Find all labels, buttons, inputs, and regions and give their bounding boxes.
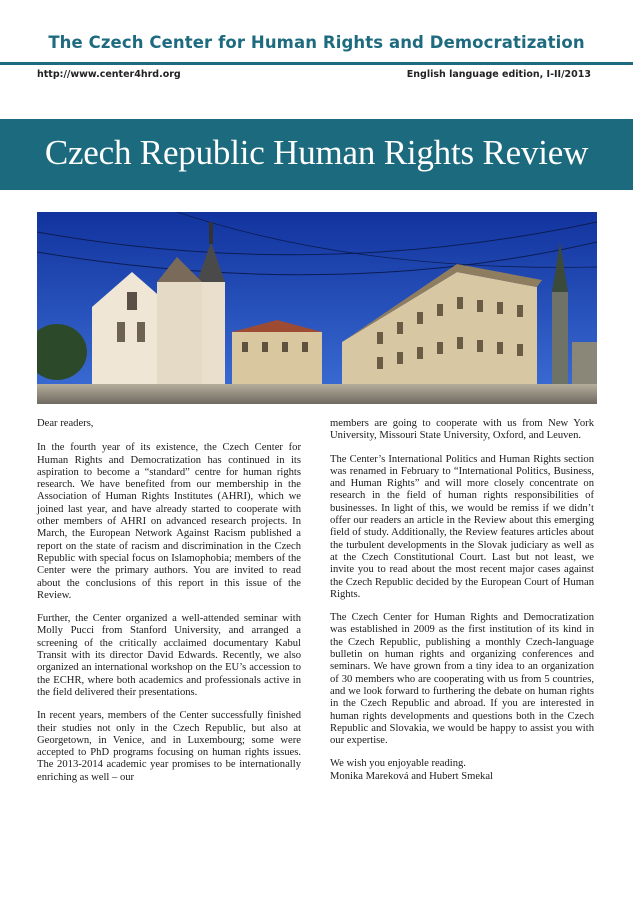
letter-signature: Monika Mareková and Hubert Smekal — [330, 770, 493, 782]
letter-column-right — [330, 418, 594, 783]
letter-greeting: Dear readers, — [37, 418, 94, 429]
letter-paragraph-4: The Center’s International Politics and Human Rights section was renamed in February to “International Politics, Business, and Human Rights” and will more closely concentrate on research in the field of human rights responsibilities of businesses. In light of this, we would be remiss if we didn’t offer our readers an article in the Review about this emerging field of study. Additionally, the Review features articles about the turbulent developments in the Slovak judiciary as well as at the Czech Constitutional Court. Last but not least, we invite you to read about the most recent major cases against the Czech Republic decided by the European Court of Human Rights. — [330, 453, 594, 600]
letter-column-left — [37, 418, 301, 795]
letter-paragraph-3: In recent years, members of the Center successfully finished their studies not only in the Czech Republic, but also at Georgetown, in Venice, and in Luxembourg; some were accepted to PhD programs focusing on human rights issues. The 2013-2014 academic year promises to be internationally enriching as well – our — [37, 710, 301, 783]
panorama-photo — [37, 212, 597, 404]
letter-closing: We wish you enjoyable reading. — [330, 758, 466, 770]
letter-paragraph-2: Further, the Center organized a well-attended seminar with Molly Pucci from Stanford University, and arranged a screening of the critically acclaimed documentary Kabul Transit with its director David Edwards. Recently, we also organized an international workshop on the EU’s accession to the ECHR, where both academics and professionals active in the field delivered their presentations. — [37, 613, 301, 698]
panorama-photo-illustration — [37, 212, 597, 404]
website-url: http://www.center4hrd.org — [37, 69, 181, 80]
edition-label: English language edition, I-II/2013 — [406, 69, 591, 80]
header-divider — [0, 62, 633, 65]
letter-paragraph-1: In the fourth year of its existence, the Czech Center for Human Rights and Democratization has continued in its aspiration to become a “standard” centre for human rights research. We have benefited from our membership in the Association of Human Rights Institutes (AHRI), which we joined last year, and have already started to cooperate with other members of AHRI on advanced research projects. In March, the European Network Against Racism published a report on the state of racism and discrimination in the Czech Republic with special focus on Islamophobia; members of the Center were the primary authors. You are invited to read about the conclusions of this report in this issue of the Review. — [37, 442, 301, 601]
title-banner — [0, 119, 633, 190]
publication-title: Czech Republic Human Rights Review — [44, 133, 589, 172]
letter-paragraph-5: The Czech Center for Human Rights and Democratization was established in 2009 as the first institution of its kind in the Czech Republic, publishing a monthly Czech-language bulletin on human rights and organizing conferences and seminars. We have grown from a tiny idea to an organization of 30 members who are cooperating with us from 5 countries, and we look forward to furthering the debate on human rights in the Czech Republic and abroad. If you are interested in human rights developments and questions both in the Czech Republic and Slovakia, we would be happy to assist you with our expertise. — [330, 612, 594, 747]
organization-title: The Czech Center for Human Rights and Democratization — [48, 33, 585, 52]
letter-paragraph-3-continued: members are going to cooperate with us from New York University, Missouri State University, Oxford, and Leuven. — [330, 418, 594, 442]
